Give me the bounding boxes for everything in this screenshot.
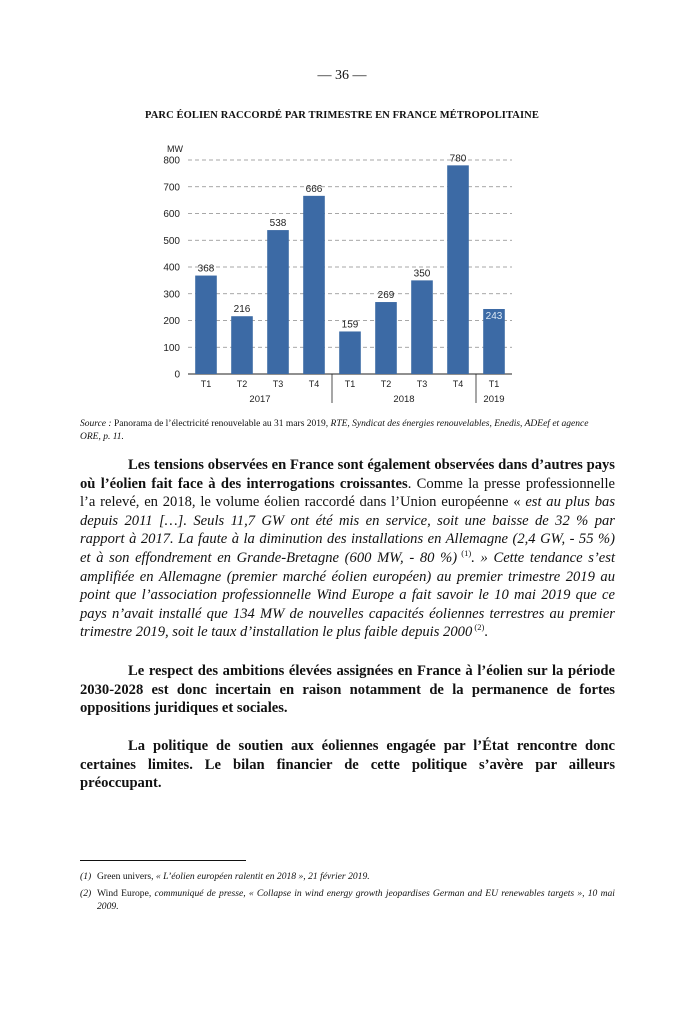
figure-source bbox=[80, 418, 610, 444]
x-tick-label: T1 bbox=[200, 379, 212, 389]
y-tick-label: 0 bbox=[174, 369, 180, 381]
footnote-ref-2[interactable]: (2) bbox=[472, 622, 485, 633]
footnote-ref-1[interactable]: (1) bbox=[457, 548, 472, 559]
footnote-1 bbox=[80, 870, 615, 883]
footnote-1-plain: Green univers, bbox=[97, 871, 156, 882]
x-tick-label: T1 bbox=[488, 379, 500, 389]
year-label: 2017 bbox=[249, 394, 271, 405]
paragraph-1-text-b: . » Cette tendance s’est amplifiée en Allemagne (premier marché éolien européen) au premier trimestre 2019 au point que l’association professionnelle Wind Europe a fait savoir le 10 mai 2019 que ce pays n’avait installé que 134 MW de nouvelles capacités éoliennes terrestres au premier trimestre 2019, soit le taux d’installation le plus faible depuis 2000 bbox=[80, 549, 615, 641]
chart-svg bbox=[150, 138, 530, 408]
source-plain: Panorama de l’électricité renouvelable au 31 mars 2019, bbox=[111, 419, 331, 429]
paragraph-1-text-a: . Comme la presse professionnelle l’a relevé, en 2018, le volume éolien raccordé dans l’Union européenne « bbox=[80, 475, 615, 511]
source-lead: Source : bbox=[80, 419, 112, 429]
y-tick-label: 800 bbox=[163, 155, 180, 167]
y-axis-unit-label: MW bbox=[167, 144, 183, 154]
bar bbox=[267, 230, 289, 374]
y-tick-label: 600 bbox=[163, 209, 180, 220]
x-tick-label: T3 bbox=[416, 379, 428, 389]
x-tick-label: T1 bbox=[344, 379, 356, 389]
bar-value-label: 269 bbox=[377, 290, 395, 302]
page-number: — 36 — bbox=[317, 68, 367, 83]
bar bbox=[303, 196, 325, 374]
paragraph-3 bbox=[80, 737, 615, 793]
bar-value-label: 243 bbox=[485, 310, 503, 322]
footnote-divider bbox=[80, 860, 246, 861]
paragraph-2 bbox=[80, 662, 615, 718]
y-tick-label: 500 bbox=[163, 235, 180, 247]
bar-value-label: 666 bbox=[305, 183, 323, 195]
x-tick-label: T4 bbox=[452, 379, 464, 389]
footnote-2 bbox=[80, 887, 615, 913]
bar-value-label: 159 bbox=[341, 319, 359, 331]
bar bbox=[339, 331, 361, 374]
footnote-1-number: (1) bbox=[80, 871, 92, 882]
paragraph-1-bold: Les tensions observées en France sont également observées dans d’autres pays où l’éolien fait face à des interrogations croissantes bbox=[80, 457, 615, 492]
footnote-1-italic: « L’éolien européen ralentit en 2018 », 21 février 2019. bbox=[155, 871, 370, 882]
bar-value-label: 216 bbox=[233, 304, 251, 316]
bar-chart bbox=[150, 138, 530, 408]
x-tick-label: T2 bbox=[380, 379, 392, 389]
bar bbox=[411, 280, 433, 374]
footnote-2-italic: communiqué de presse, « Collapse in wind energy growth jeopardises German and EU renewables targets », 10 mai 2009. bbox=[97, 888, 615, 912]
footnote-2-number: (2) bbox=[80, 888, 92, 899]
footnote-2-plain: Wind Europe, bbox=[97, 888, 155, 899]
footnotes bbox=[80, 870, 615, 917]
x-tick-label: T3 bbox=[272, 379, 284, 389]
bar-value-label: 350 bbox=[413, 268, 431, 280]
paragraph-1 bbox=[80, 456, 615, 642]
bar-value-label: 538 bbox=[269, 218, 287, 230]
y-tick-label: 300 bbox=[163, 289, 180, 301]
bar bbox=[375, 302, 397, 374]
paragraph-3-text: La politique de soutien aux éoliennes engagée par l’État rencontre donc certaines limites. Le bilan financier de cette politique s’avère par ailleurs préoccupant. bbox=[80, 738, 615, 792]
year-label: 2019 bbox=[483, 394, 505, 405]
year-label: 2018 bbox=[393, 394, 415, 405]
source-italic: RTE, Syndicat des énergies renouvelables, Enedis, ADEef et agence ORE, p. 11. bbox=[80, 419, 589, 442]
paragraph-2-text: Le respect des ambitions élevées assignées en France à l’éolien sur la période 2030-2028 est donc incertain en raison notamment de la permanence de fortes oppositions juridiques et sociales. bbox=[80, 663, 615, 717]
chart-title: PARC ÉOLIEN RACCORDÉ PAR TRIMESTRE EN FRANCE MÉTROPOLITAINE bbox=[145, 110, 539, 121]
x-tick-label: T2 bbox=[236, 379, 248, 389]
y-tick-label: 200 bbox=[163, 316, 180, 327]
y-tick-label: 700 bbox=[163, 182, 180, 194]
bar-value-label: 780 bbox=[449, 153, 467, 165]
y-tick-label: 400 bbox=[163, 262, 180, 274]
bar-value-label: 368 bbox=[197, 263, 215, 275]
bar bbox=[447, 165, 469, 374]
bar bbox=[195, 276, 217, 374]
paragraph-1-text-c: . bbox=[484, 624, 488, 641]
y-tick-label: 100 bbox=[163, 342, 180, 354]
paragraph-1-quote: est au plus bas depuis 2011 […]. Seuls 11,7 GW ont été mis en service, soit une baisse de 32 % par rapport à 2017. La faute à la diminution des installations en Allemagne (2,4 GW, - 55 %) et à son effondrement en Grande-Bretagne (600 MW, - 80 %) bbox=[80, 494, 615, 566]
x-tick-label: T4 bbox=[308, 379, 320, 389]
bar bbox=[231, 316, 253, 374]
